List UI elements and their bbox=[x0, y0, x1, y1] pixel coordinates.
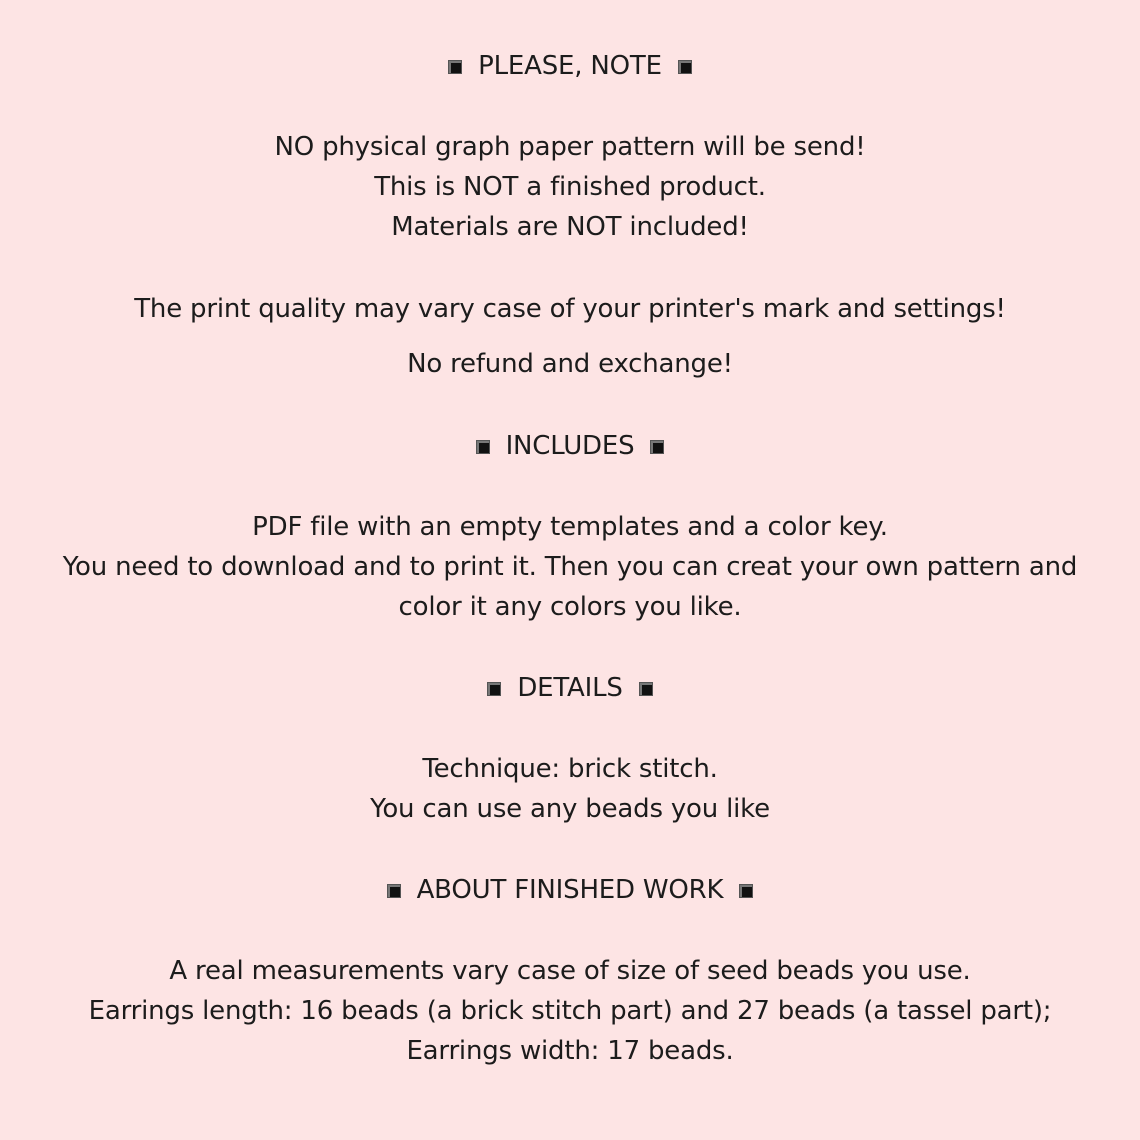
black-square-icon bbox=[739, 884, 753, 898]
finished-line: Earrings width: 17 beads. bbox=[406, 1036, 734, 1066]
black-square-icon bbox=[650, 440, 664, 454]
finished-heading bbox=[0, 870, 1140, 910]
details-heading-text: DETAILS bbox=[517, 673, 623, 703]
includes-heading-text: INCLUDES bbox=[505, 431, 635, 461]
note-heading-text: PLEASE, NOTE bbox=[478, 51, 662, 81]
black-square-icon bbox=[448, 60, 462, 74]
note-line: This is NOT a finished product. bbox=[374, 172, 766, 202]
note-line: No refund and exchange! bbox=[407, 349, 733, 379]
finished-heading-text: ABOUT FINISHED WORK bbox=[416, 875, 724, 905]
note-line: NO physical graph paper pattern will be send! bbox=[274, 132, 866, 162]
black-square-icon bbox=[487, 682, 501, 696]
includes-heading bbox=[0, 426, 1140, 466]
black-square-icon bbox=[476, 440, 490, 454]
includes-line: You need to download and to print it. Then you can creat your own pattern and bbox=[62, 552, 1078, 582]
note-line: The print quality may vary case of your printer's mark and settings! bbox=[134, 294, 1006, 324]
finished-line: Earrings length: 16 beads (a brick stitch part) and 27 beads (a tassel part); bbox=[88, 996, 1052, 1026]
black-square-icon bbox=[387, 884, 401, 898]
details-heading bbox=[0, 668, 1140, 708]
details-line: Technique: brick stitch. bbox=[422, 754, 718, 784]
finished-line: A real measurements vary case of size of seed beads you use. bbox=[169, 956, 971, 986]
note-heading bbox=[0, 46, 1140, 86]
note-line: Materials are NOT included! bbox=[391, 212, 749, 242]
details-line: You can use any beads you like bbox=[370, 794, 770, 824]
black-square-icon bbox=[678, 60, 692, 74]
includes-line: color it any colors you like. bbox=[398, 592, 742, 622]
includes-line: PDF file with an empty templates and a color key. bbox=[252, 512, 888, 542]
black-square-icon bbox=[639, 682, 653, 696]
